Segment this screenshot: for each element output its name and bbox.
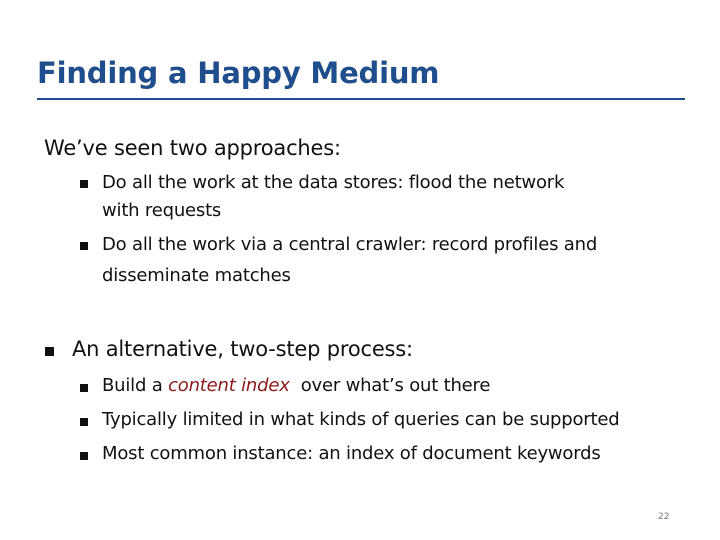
step-1 bbox=[102, 375, 490, 396]
slide-title: Finding a Happy Medium bbox=[37, 56, 440, 90]
bullet-square-icon bbox=[45, 347, 54, 356]
bullet-square-icon bbox=[80, 452, 88, 460]
bullet-square-icon bbox=[80, 180, 88, 188]
intro-heading: We’ve seen two approaches: bbox=[44, 136, 341, 160]
bullet-square-icon bbox=[80, 384, 88, 392]
content-index-term: content index bbox=[168, 375, 290, 396]
step-2: Typically limited in what kinds of queries can be supported bbox=[102, 409, 620, 430]
approach-2-line-1: Do all the work via a central crawler: record profiles and bbox=[102, 234, 598, 255]
title-underline bbox=[37, 98, 685, 100]
step-3: Most common instance: an index of document keywords bbox=[102, 443, 601, 464]
bullet-square-icon bbox=[80, 242, 88, 250]
approach-1-line-2: with requests bbox=[102, 200, 222, 221]
page-number: 22 bbox=[658, 512, 670, 522]
step-1-prefix: Build a bbox=[102, 375, 169, 396]
step-1-suffix: over what’s out there bbox=[289, 375, 491, 396]
bullet-square-icon bbox=[80, 418, 88, 426]
alternative-heading: An alternative, two-step process: bbox=[72, 337, 413, 361]
approach-1-line-1: Do all the work at the data stores: flood the network bbox=[102, 172, 565, 193]
approach-2-line-2: disseminate matches bbox=[102, 265, 291, 286]
